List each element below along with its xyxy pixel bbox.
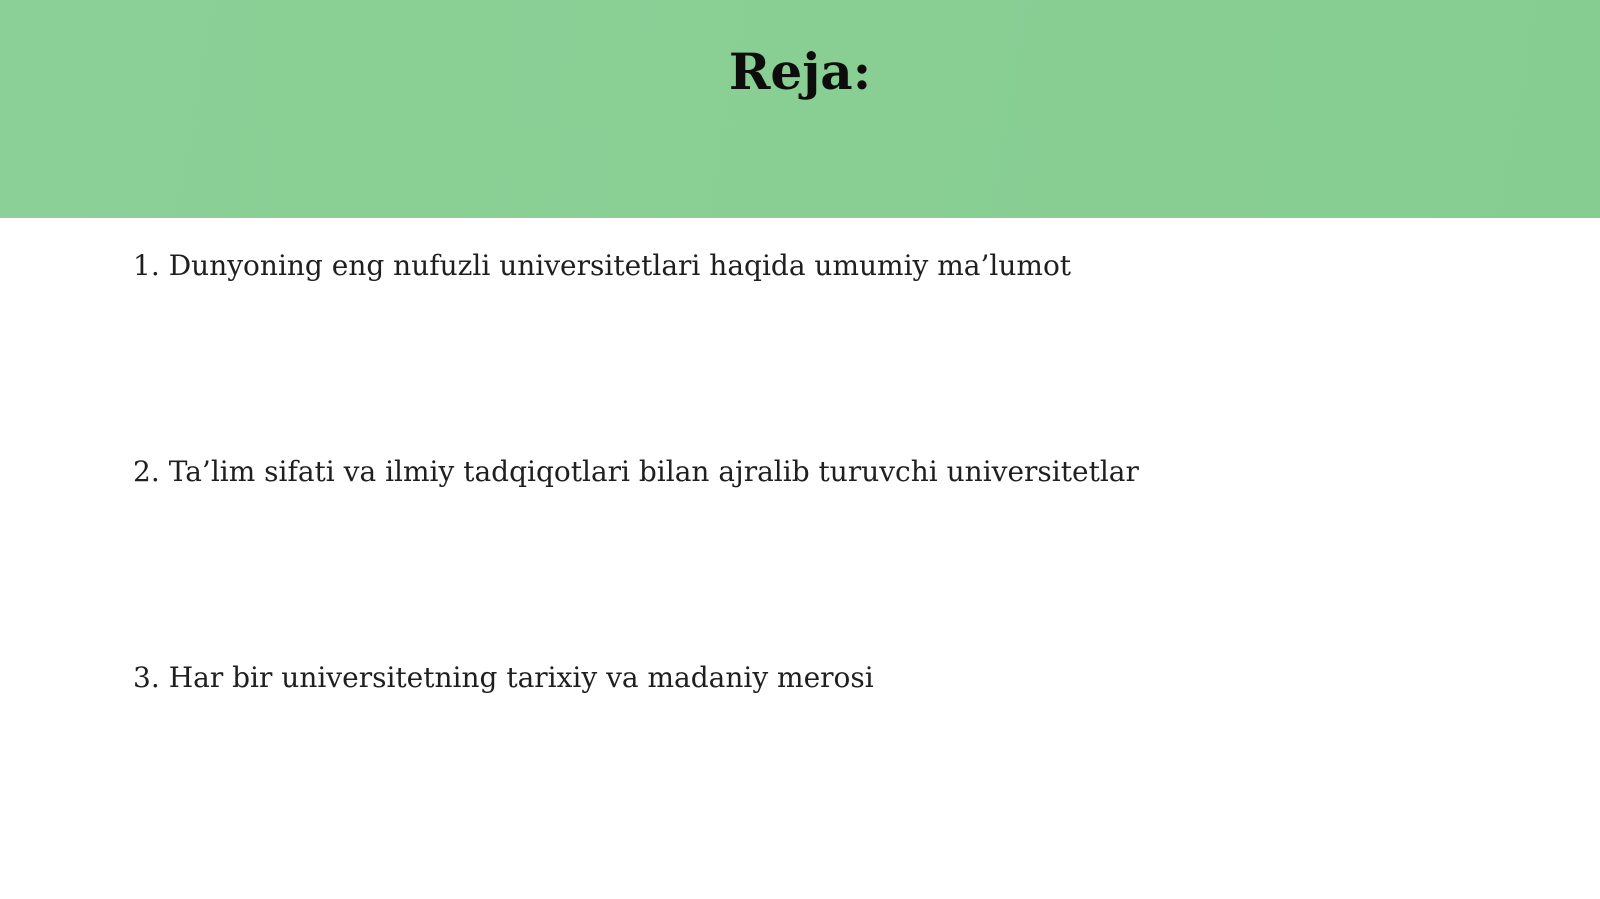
- plan-item-2: [133, 452, 1533, 658]
- plan-item-number: 1.: [133, 249, 160, 282]
- plan-item-text: Har bir universitetning tarixiy va madaniy merosi: [168, 661, 874, 694]
- plan-item-1: [133, 246, 1533, 452]
- plan-item-text: Dunyoning eng nufuzli universitetlari haqida umumiy ma’lumot: [168, 249, 1072, 282]
- plan-list: [133, 246, 1533, 864]
- plan-item-number: 3.: [133, 661, 160, 694]
- slide-title: Reja:: [728, 42, 872, 101]
- plan-item-number: 2.: [133, 455, 160, 488]
- plan-item-3: [133, 658, 1533, 864]
- header-band: [0, 0, 1600, 218]
- plan-item-text: Ta’lim sifati va ilmiy tadqiqotlari bilan ajralib turuvchi universitetlar: [168, 455, 1139, 488]
